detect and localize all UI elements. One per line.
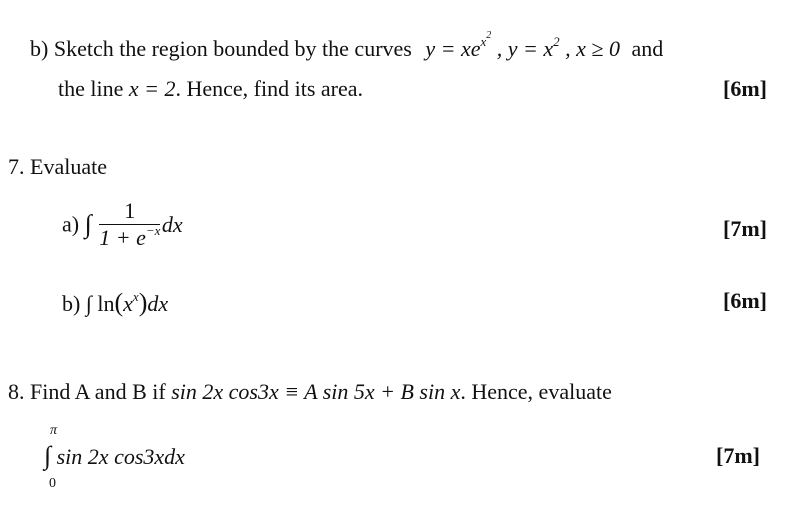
q7b-label: b) bbox=[62, 291, 81, 316]
integral-icon: ∫ bbox=[44, 441, 52, 470]
q7a-dx: dx bbox=[161, 211, 183, 237]
q8-lower-limit: 0 bbox=[49, 476, 56, 491]
q6b-and: and bbox=[631, 36, 664, 61]
q8-integrand: sin 2x cos3xdx bbox=[56, 444, 185, 469]
q6b-line2 bbox=[58, 76, 363, 102]
q6b-line2-text2: . Hence, find its area. bbox=[175, 76, 364, 101]
q8-post: . Hence, evaluate bbox=[460, 379, 612, 404]
q8-marks: [7m] bbox=[716, 443, 760, 468]
q7a-line bbox=[62, 198, 183, 251]
q8-upper-limit: π bbox=[50, 423, 58, 438]
q8-integral-line bbox=[44, 441, 185, 471]
q6b-line2-text1: the line bbox=[58, 76, 124, 101]
q7b-exp: x bbox=[132, 289, 139, 304]
q7b-line: b) ∫ $\ln(x^x)dx$ bbox=[62, 288, 169, 317]
q7b-expr-pre: ∫ ln bbox=[85, 291, 115, 316]
q7b-marks: [6m] bbox=[723, 288, 767, 313]
q6b-condition: , x ≥ 0 bbox=[565, 36, 620, 61]
q7-heading: 7. Evaluate bbox=[8, 154, 107, 179]
q6b-marks: [6m] bbox=[723, 76, 767, 101]
q6b-line2-math: x = 2 bbox=[128, 76, 176, 101]
q8-identity: sin 2x cos3x ≡ A sin 5x + B sin x bbox=[171, 379, 461, 404]
q6b-text: Sketch the region bounded by the curves bbox=[53, 36, 412, 61]
q6b-curve2: , $y = x^2$ bbox=[496, 34, 560, 61]
q6b-label: b) bbox=[30, 36, 49, 61]
q8-pre: 8. Find A and B if bbox=[8, 379, 166, 404]
integral-icon: ∫ bbox=[84, 209, 92, 239]
q7b-dx: dx bbox=[147, 291, 169, 316]
q6b-curve1: $y = xe^{x^2}$ bbox=[425, 30, 492, 61]
q7a-numerator: 1 bbox=[99, 198, 160, 225]
q7a-marks: [7m] bbox=[723, 216, 767, 241]
q7a-fraction bbox=[99, 198, 160, 251]
q7b-base: x bbox=[123, 291, 133, 316]
q7b-paren: ( bbox=[114, 288, 124, 317]
q6b-line1 bbox=[30, 30, 664, 62]
q8-line1 bbox=[8, 379, 612, 405]
q7a-label: a) bbox=[62, 211, 80, 237]
q7a-denominator: $1 + e^{-x}$ bbox=[99, 223, 161, 250]
